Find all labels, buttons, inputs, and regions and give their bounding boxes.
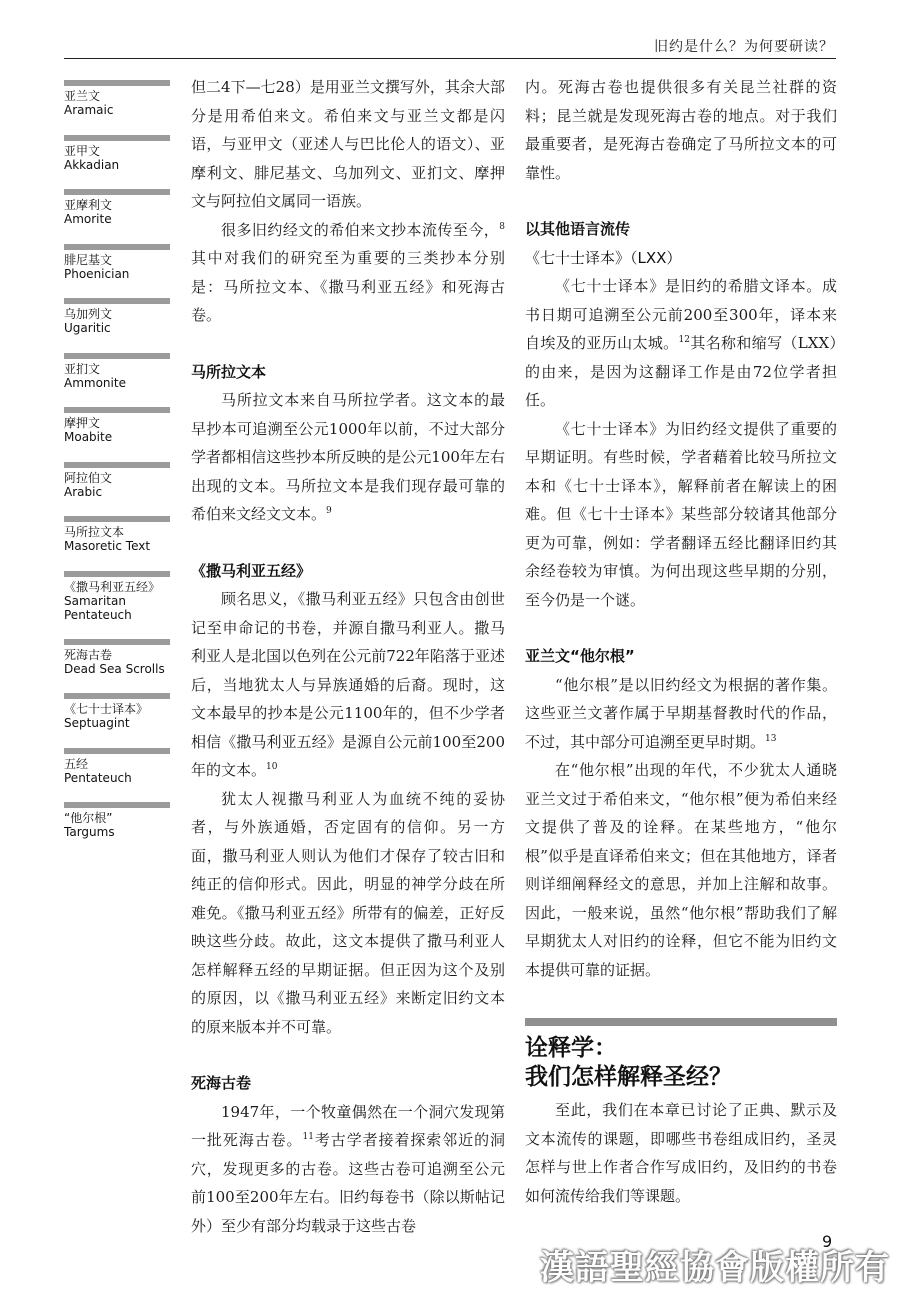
- glossary-item: [64, 80, 170, 135]
- footnote-ref: 12: [678, 335, 690, 345]
- section-title-hermeneutics: [525, 1034, 837, 1092]
- glossary-term-en: Amorite: [64, 212, 112, 226]
- glossary-term-zh: 亚摩利文: [64, 198, 113, 212]
- glossary-term-zh: 亚扪文: [64, 361, 101, 376]
- running-header: [64, 34, 836, 59]
- glossary-term-en: Pentateuch: [64, 770, 132, 785]
- paragraph-text: 很多旧约经文的希伯来文抄本流传至今，: [221, 220, 500, 239]
- paragraph-hermeneutics: 至此，我们在本章已讨论了正典、默示及文本流传的课题，即哪些书卷组成旧约，圣灵怎样与世上作者合作写成旧约，及旧约的书卷如何流传给我们等课题。: [525, 1101, 837, 1205]
- glossary-term-zh: 五经: [64, 756, 89, 771]
- glossary-item: [64, 244, 170, 299]
- paragraph-samaritan-1: [191, 585, 505, 785]
- footnote-ref: 10: [266, 762, 278, 772]
- glossary-term-en: Moabite: [64, 430, 113, 444]
- glossary-term-zh: 亚兰文: [64, 89, 101, 103]
- heading-other-languages: 以其他语言流传: [525, 220, 631, 238]
- subheading-septuagint: 《七十士译本》（LXX）: [525, 248, 682, 267]
- glossary-item: [64, 639, 170, 694]
- glossary-bar: [64, 693, 170, 699]
- glossary-item: [64, 571, 170, 639]
- footnote-ref: 8: [499, 221, 505, 232]
- glossary-item: [64, 693, 170, 748]
- middle-column: [191, 73, 505, 1240]
- heading-dead-sea-scrolls: 死海古卷: [191, 1074, 252, 1092]
- page-number: 9: [822, 1232, 833, 1251]
- paragraph-text: 其中对我们的研究至为重要的三类抄本分别是：马所拉文本、《撒马利亚五经》和死海古卷。: [191, 249, 505, 324]
- paragraph-text: 《七十士译本》是旧约的希腊文译本。成书日期可追溯至公元前200至300年，译本来自埃及的亚历山太城。: [525, 277, 837, 352]
- header-title: 旧约是什么？为何要研读？: [654, 39, 834, 55]
- paragraph-manuscripts: [191, 216, 505, 330]
- paragraph-text: “他尔根”是以旧约经文为根据的著作集。这些亚兰文著作属于早期基督教时代的作品，不过，其中部分可追溯至更早时期。: [525, 675, 837, 751]
- heading-samaritan: 《撒马利亚五经》: [191, 561, 312, 580]
- glossary-bar: [64, 189, 170, 195]
- glossary-term-en: Arabic: [64, 484, 103, 499]
- section-title-line-2: 我们怎样解释圣经？: [525, 1064, 732, 1090]
- glossary-term-zh: 阿拉伯文: [64, 470, 113, 485]
- paragraph-continued: 但二4下—七28）是用亚兰文撰写外，其余大部分是用希伯来文。希伯来文与亚兰文都是闪语，与亚甲文（亚述人与巴比伦人的语文）、亚摩利文、腓尼基文、乌加列文、亚扪文、摩押文与阿拉伯文属同一语族。: [191, 78, 505, 210]
- glossary-term-zh: 死海古卷: [64, 647, 113, 662]
- glossary-term-zh: 马所拉文本: [64, 525, 125, 539]
- footnote-ref: 11: [302, 1132, 314, 1142]
- paragraph-masoretic: [191, 386, 505, 529]
- glossary-bar: [64, 407, 170, 413]
- glossary-term-zh: 《七十士译本》: [64, 702, 149, 716]
- heading-targums: 亚兰文“他尔根”: [525, 647, 635, 665]
- glossary-item: [64, 298, 170, 353]
- glossary-term-zh: 亚甲文: [64, 143, 101, 158]
- glossary-item: [64, 353, 170, 408]
- paragraph-text: 1947年，一个牧童偶然在一个洞穴发现第一批死海古卷。: [191, 1102, 505, 1149]
- glossary-item: [64, 407, 170, 462]
- glossary-bar: [64, 802, 170, 808]
- glossary-term-zh: 《撒马利亚五经》: [64, 579, 161, 594]
- glossary-term-en: Ugaritic: [64, 321, 111, 335]
- glossary-term-en: Aramaic: [64, 103, 114, 117]
- glossary-term-en: Targums: [64, 825, 115, 839]
- glossary-term-zh: 乌加列文: [64, 307, 113, 321]
- glossary-item: [64, 189, 170, 244]
- glossary-term-en: Pentateuch: [64, 607, 132, 622]
- glossary-item: [64, 748, 170, 803]
- paragraph-targums-1: [525, 671, 837, 757]
- glossary-bar: [64, 80, 170, 86]
- glossary-term-en: Septuagint: [64, 716, 130, 730]
- glossary-term-en: Phoenician: [64, 266, 130, 281]
- paragraph-text: 其名称和缩写（LXX）的由来，是因为这翻译工作是由72位学者担任。: [525, 334, 837, 409]
- spacer: [191, 1041, 505, 1069]
- glossary-item: [64, 516, 170, 571]
- section-title-line-1: 诠释学：: [525, 1035, 617, 1061]
- footnote-ref: 13: [765, 733, 777, 744]
- paragraph-text: 顾名思义，《撒马利亚五经》只包含由创世记至申命记的书卷，并源自撒马利亚人。撒马利亚人是北国以色列在公元前722年陷落于亚述后，当地犹太人与异族通婚的后裔。现时，这文本最早的抄本是公元1100年的，但不少学者相信《撒马利亚五经》是源自公元前100至200年的文本。: [191, 590, 505, 779]
- glossary-bar: [64, 748, 170, 754]
- glossary-bar: [64, 298, 170, 304]
- footnote-ref: 9: [326, 506, 332, 516]
- paragraph-text: 考古学者接着探索邻近的洞穴，发现更多的古卷。这些古卷可追溯至公元前100至200年左右。旧约每卷书（除以斯帖记外）至少有部分均载录于这些古卷: [191, 1131, 505, 1235]
- glossary-bar: [64, 639, 170, 645]
- glossary-bar: [64, 571, 170, 577]
- glossary-bar: [64, 135, 170, 141]
- glossary-bar: [64, 462, 170, 468]
- paragraph-dead-sea-scrolls: [191, 1098, 505, 1241]
- copyright-watermark: 漢語聖經協會版權所有: [540, 1248, 890, 1288]
- glossary-item: [64, 135, 170, 190]
- paragraph-continued: 内。死海古卷也提供很多有关昆兰社群的资料；昆兰就是发现死海古卷的地点。对于我们最重要者，是死海古卷确定了马所拉文本的可靠性。: [525, 78, 837, 182]
- glossary-item: [64, 462, 170, 517]
- section-divider-bar: [525, 1018, 837, 1026]
- glossary-term-en: Dead Sea Scrolls: [64, 661, 165, 676]
- right-column: [525, 73, 837, 1210]
- spacer: [525, 614, 837, 642]
- glossary-term-en: Akkadian: [64, 157, 120, 172]
- glossary-item: [64, 802, 170, 857]
- spacer: [525, 187, 837, 215]
- spacer: [191, 529, 505, 557]
- paragraph-samaritan-2: 犹太人视撒马利亚人为血统不纯的妥协者，与外族通婚，否定固有的信仰。另一方面，撒马利亚人则认为他们才保存了较古旧和纯正的信仰形式。因此，明显的神学分歧在所难免。《撒马利亚五经》所带有的偏差，正好反映这些分歧。故此，这文本提供了撒马利亚人怎样解释五经的早期证据。但正因为这个及别的原因，以《撒马利亚五经》来断定旧约文本的原来版本并不可靠。: [191, 789, 505, 1036]
- glossary-term-zh: 摩押文: [64, 416, 101, 430]
- glossary-term-zh: “他尔根”: [64, 811, 113, 825]
- heading-masoretic: 马所拉文本: [191, 362, 267, 381]
- paragraph-septuagint-1: [525, 272, 837, 415]
- paragraph-septuagint-2: 《七十士译本》为旧约经文提供了重要的早期证明。有些时候，学者藉着比较马所拉文本和《七十士译本》，解释前者在解读上的困难。但《七十士译本》某些部分较诸其他部分更为可靠，例如：学者翻译五经比翻译旧约其余经卷较为审慎。为何出现这些早期的分别，至今仍是一个谜。: [525, 419, 837, 609]
- glossary-term-zh: 腓尼基文: [64, 252, 113, 267]
- paragraph-targums-2: 在“他尔根”出现的年代，不少犹太人通晓亚兰文过于希伯来文，“他尔根”便为希伯来经文提供了普及的诠释。在某些地方，“他尔根”似乎是直译希伯来文；但在其他地方，译者则详细阐释经文的意思，并加上注解和故事。因此，一般来说，虽然“他尔根”帮助我们了解早期犹太人对旧约的诠释，但它不能为旧约文本提供可靠的证据。: [525, 761, 837, 979]
- glossary-bar: [64, 353, 170, 359]
- spacer: [525, 984, 837, 1012]
- glossary-bar: [64, 516, 170, 522]
- glossary-bar: [64, 244, 170, 250]
- spacer: [191, 330, 505, 358]
- paragraph-text: 马所拉文本来自马所拉学者。这文本的最早抄本可追溯至公元1000年以前，不过大部分学者都相信这些抄本所反映的是公元100年左右出现的文本。马所拉文本是我们现存最可靠的希伯来文经文文本。: [191, 391, 505, 523]
- glossary-term-en: Ammonite: [64, 375, 126, 390]
- glossary-term-en: Samaritan: [64, 593, 126, 608]
- glossary-term-en: Masoretic Text: [64, 539, 151, 553]
- glossary-sidebar: [64, 80, 170, 857]
